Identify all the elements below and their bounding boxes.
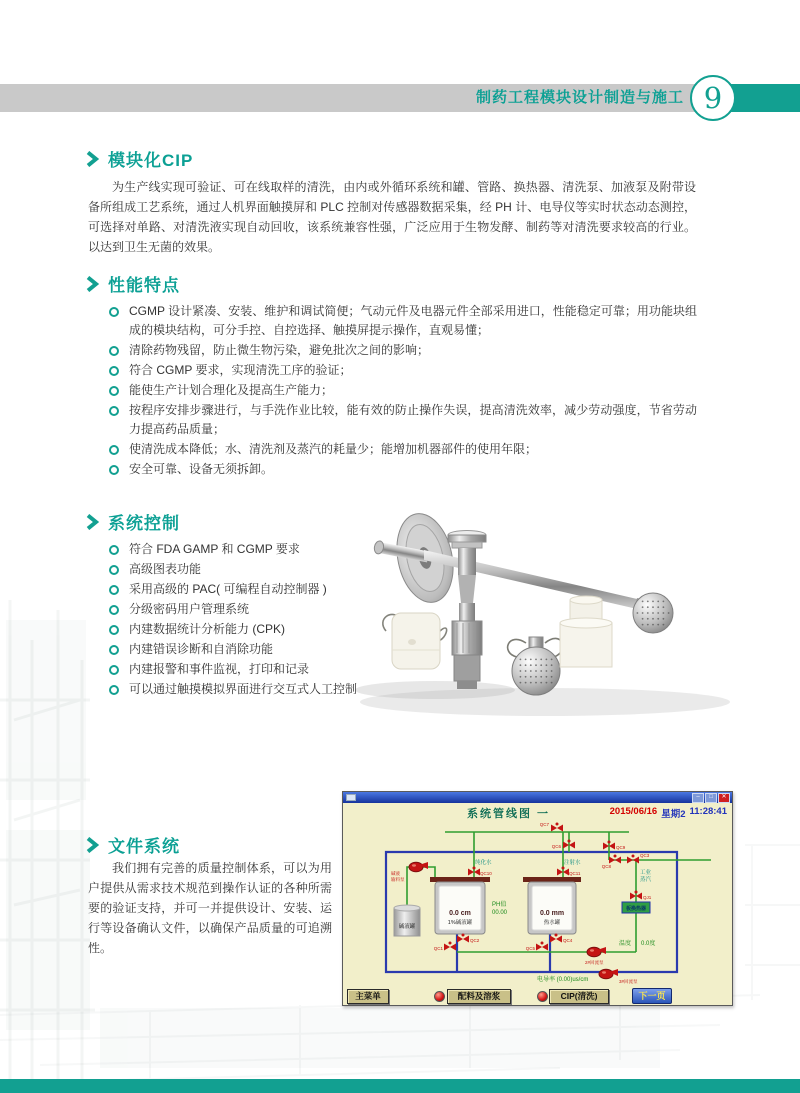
small-tank-label: 碱液罐 [398,924,416,930]
bullet-icon [109,406,119,416]
section-title-text: 模块化CIP [108,151,194,170]
valve-tag: QC5 [525,946,535,951]
control-text: 符合 FDA GAMP 和 CGMP 要求 [129,542,300,556]
temperature-label: 温度 [619,941,632,947]
valve-tag: QC9 [616,845,626,850]
footer-accent-bar [0,1079,800,1093]
bullet-icon [109,386,119,396]
section-documentation-title [86,832,180,857]
valve-icon[interactable] [536,942,548,951]
section-chevron-icon [86,276,99,292]
bullet-icon [109,307,119,317]
pump-icon[interactable] [409,862,428,872]
valve-icon[interactable] [550,934,562,943]
list-item [108,361,697,380]
ph-label: PH值 [492,902,507,908]
hmi-title-bar [343,792,732,803]
ph-value: 00.00 [492,910,508,916]
list-item [108,381,697,400]
conductivity-value: 电导率 (0.00)us/cm [537,977,589,983]
page-header-title: 制药工程模块设计制造与施工 [475,89,684,106]
steam-label-2: 蒸汽 [640,877,652,883]
hmi-window [342,791,733,1006]
documentation-paragraph: 我们拥有完善的质量控制体系，可以为用户提供从需求技术规范到操作认证的各种所需要的验证支持，并可一并提供设计、安装、运行等设备确认文件，以确保产品质量的可追溯性。 [88,861,332,955]
list-item [108,540,408,559]
list-item [108,560,408,579]
list-item [108,460,697,479]
temperature-value: 0.0度 [641,941,656,947]
list-item [108,640,408,659]
list-item [108,401,697,439]
hmi-batching-button[interactable]: 配料及溶浆 [447,989,511,1004]
heat-exchanger [622,902,650,913]
features-list [108,302,697,480]
hmi-piping-diagram [343,816,732,988]
valve-tag: QC7 [539,822,549,827]
pump-icon[interactable] [599,969,618,979]
hmi-weekday: 星期2 [661,809,686,820]
control-text: 内建数据统计分析能力 (CPK) [129,622,286,636]
feature-text: 清除药物残留，防止微生物污染，避免批次之间的影响； [129,343,430,357]
spray-ball-center [508,637,563,695]
valve-tag: QC1 [433,946,443,951]
control-text: 内建报警和事件监视，打印和记录 [129,662,310,676]
pump-label: 输料泵 [391,877,405,882]
feature-text: 使清洗成本降低；水、清洗剂及蒸汽的耗量少；能增加机器部件的使用年限； [129,442,538,456]
page-number-badge [690,75,736,121]
section-chevron-icon [86,514,99,530]
tank2-name: 热水罐 [543,920,561,926]
bullet-icon [109,346,119,356]
bullet-icon [109,685,119,695]
control-text: 分级密码用户管理系统 [129,602,250,616]
tank1-name: 1%碱液罐 [447,920,473,926]
valve-tag: QC2 [470,938,480,943]
feature-text: 安全可靠、设备无须拆卸。 [129,462,274,476]
tank1-level-value: 0.0 cm [449,910,471,917]
control-text: 采用高级的 PAC( 可编程自动控制器 ) [129,582,327,596]
hmi-app-icon [346,794,356,801]
feature-text: 按程序安排步骤进行，与手洗作业比较，能有效的防止操作失误，提高清洗效率，减少劳动强度，节省劳动力提高药品质量； [129,403,697,436]
section-chevron-icon [86,151,99,167]
list-item [108,341,697,360]
nozzle-assembly [448,531,486,690]
bullet-icon [109,645,119,655]
list-item [108,302,697,340]
bullet-icon [109,665,119,675]
alkali-small-tank [394,905,420,936]
valve-tag: QC3 [640,853,650,858]
valve-tag: QC11 [569,871,581,876]
valve-icon[interactable] [609,855,621,864]
bullet-icon [109,465,119,475]
pump-label: 3#回流泵 [619,979,638,984]
valve-icon[interactable] [627,855,639,864]
valve-icon[interactable] [551,823,563,832]
status-led-cip [537,991,548,1002]
hmi-cip-button[interactable]: CIP(清洗) [549,989,609,1004]
system-control-list [108,540,408,700]
valve-icon[interactable] [457,934,469,943]
bullet-icon [109,545,119,555]
close-button[interactable]: ✕ [718,793,730,803]
list-item [108,680,408,699]
pump-icon[interactable] [587,947,606,957]
valve-tag: QC8 [601,864,611,869]
feature-text: 符合 CGMP 要求，实现清洗工序的验证； [129,363,352,377]
valve-icon[interactable] [444,942,456,951]
page-number: 9 [703,81,723,115]
injection-water-label: 注射水 [564,860,581,866]
section-modular-cip-title [86,146,193,171]
feature-text: CGMP 设计紧凑、安装、维护和调试简便；气动元件及电器元件全部采用进口，性能稳定可靠；用功能块组成的模块结构，可分手控、自控选择、触摸屏提示操作，直观易懂； [129,304,697,337]
section-system-control-title [86,509,180,534]
valve-tag: QC4 [563,938,573,943]
section-title-text: 性能特点 [108,276,180,295]
hmi-next-page-button[interactable]: 下一页 [632,988,672,1004]
modular-cip-paragraph: 为生产线实现可验证、可在线取样的清洗，由内或外循环系统和罐、管路、换热器、清洗泵、加液泵及附带设备所组成工艺系统，通过人机界面触摸屏和 PLC 控制对传感器数据采集，经 PH 计、电导仪等实时状态动态测控，可选择对单路、对清洗液实现自动回收，该系统兼容性强，广泛应用于生物发酵、制药等对清洗要求较高的行业。以达到卫生无菌的效果。 [88,180,696,254]
tank-2 [523,877,581,934]
tank2-level-value: 0.0 mm [539,910,565,917]
control-text: 内建错误诊断和自消除功能 [129,642,274,656]
control-text: 高级图表功能 [129,562,202,576]
tank-1 [430,877,490,934]
bullet-icon [109,445,119,455]
hmi-date: 2015/06/16 [609,806,658,817]
bullet-icon [109,585,119,595]
section-chevron-icon [86,837,99,853]
section-title-text: 系统控制 [108,514,180,533]
list-item [108,620,408,639]
section-features-title [86,271,180,296]
pump-label: 碱液 [391,871,400,876]
section-title-text: 文件系统 [108,837,180,856]
heat-exchanger-label: 板换热器 [625,906,647,912]
valve-tag: QC6 [551,844,561,849]
ptfe-cylinder-right [560,596,612,667]
steam-label-1: 工业 [640,870,652,876]
list-item [108,600,408,619]
minimize-button[interactable]: – [692,793,704,803]
hmi-main-menu-button[interactable]: 主菜单 [347,989,389,1004]
list-item [108,580,408,599]
bullet-icon [109,605,119,615]
control-text: 可以通过触摸模拟界面进行交互式人工控制 [129,682,358,696]
pump-label: 2#回流泵 [585,960,604,965]
valve-tag: QC10 [480,871,492,876]
list-item [108,440,697,459]
purified-water-label: 纯化水 [475,860,492,866]
bullet-icon [109,625,119,635]
feature-text: 能使生产计划合理化及提高生产能力； [129,383,334,397]
restore-button[interactable]: □ [705,793,717,803]
hmi-screen-title: 系统管线图 一 [467,808,551,820]
bullet-icon [109,366,119,376]
list-item [108,660,408,679]
spray-lance-pipe [424,550,646,611]
valve-tag: QJ1 [643,895,652,900]
hmi-time: 11:28:41 [689,806,727,817]
bullet-icon [109,565,119,575]
status-led-batching [434,991,445,1002]
